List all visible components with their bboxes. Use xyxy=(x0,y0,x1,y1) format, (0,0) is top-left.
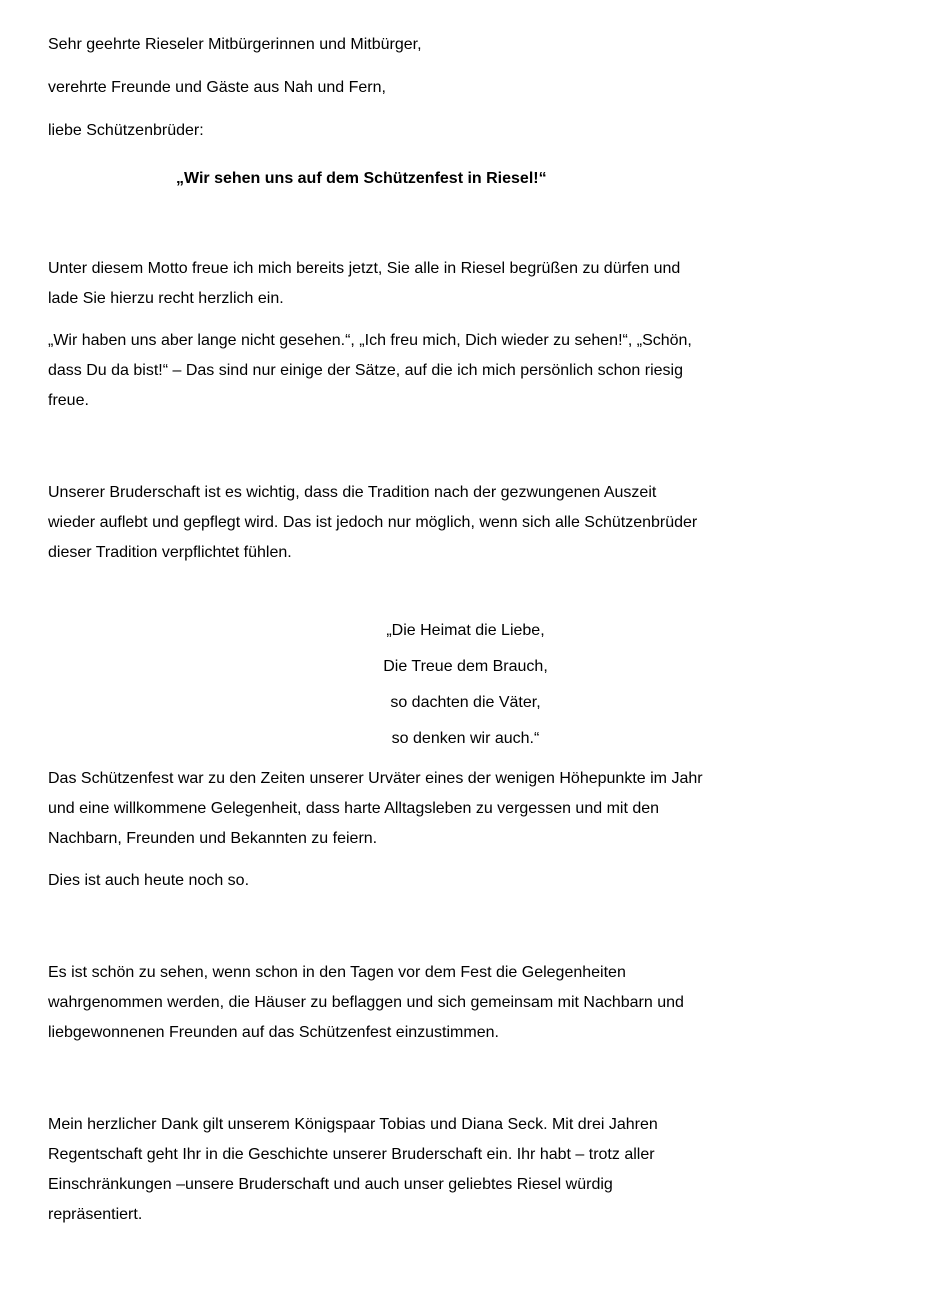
salutation-line: Sehr geehrte Rieseler Mitbürgerinnen und Mitbürger, xyxy=(48,36,422,53)
poem-line: Die Treue dem Brauch, xyxy=(383,658,548,675)
text-line: Es ist schön zu sehen, wenn schon in den Tagen vor dem Fest die Gelegenheiten xyxy=(48,964,626,981)
paragraph-today: Dies ist auch heute noch so. xyxy=(48,872,250,889)
salutation-line: liebe Schützenbrüder: xyxy=(48,122,204,139)
text-line: Einschränkungen –unsere Bruderschaft und auch unser geliebtes Riesel würdig xyxy=(48,1176,613,1193)
text-line: Nachbarn, Freunden und Bekannten zu feiern. xyxy=(48,830,378,847)
text-line: freue. xyxy=(48,392,89,409)
text-line: repräsentiert. xyxy=(48,1206,143,1223)
motto-heading: „Wir sehen uns auf dem Schützenfest in Riesel!“ xyxy=(176,170,547,187)
text-line: liebgewonnenen Freunden auf das Schützenfest einzustimmen. xyxy=(48,1024,499,1041)
text-line: wahrgenommen werden, die Häuser zu beflaggen und sich gemeinsam mit Nachbarn und xyxy=(48,994,684,1011)
salutation-line: verehrte Freunde und Gäste aus Nah und Fern, xyxy=(48,79,386,96)
text-line: wieder auflebt und gepflegt wird. Das ist jedoch nur möglich, wenn sich alle Schützenbrüder xyxy=(48,514,698,531)
poem-line: „Die Heimat die Liebe, xyxy=(386,622,545,639)
text-line: Mein herzlicher Dank gilt unserem Königspaar Tobias und Diana Seck. Mit drei Jahren xyxy=(48,1116,658,1133)
poem-line: so denken wir auch.“ xyxy=(391,730,540,747)
text-line: Unter diesem Motto freue ich mich bereits jetzt, Sie alle in Riesel begrüßen zu dürfen und xyxy=(48,260,681,277)
poem-line: so dachten die Väter, xyxy=(390,694,541,711)
text-line: lade Sie hierzu recht herzlich ein. xyxy=(48,290,284,307)
text-line: „Wir haben uns aber lange nicht gesehen.“, „Ich freu mich, Dich wieder zu sehen!“, „Schön, xyxy=(48,332,692,349)
text-line: Unserer Bruderschaft ist es wichtig, dass die Tradition nach der gezwungenen Auszeit xyxy=(48,484,657,501)
text-line: und eine willkommene Gelegenheit, dass harte Alltagsleben zu vergessen und mit den xyxy=(48,800,660,817)
text-line: dieser Tradition verpflichtet fühlen. xyxy=(48,544,292,561)
text-line: dass Du da bist!“ – Das sind nur einige der Sätze, auf die ich mich persönlich schon riesig xyxy=(48,362,683,379)
text-line: Regentschaft geht Ihr in die Geschichte unserer Bruderschaft ein. Ihr habt – trotz aller xyxy=(48,1146,655,1163)
text-line: Das Schützenfest war zu den Zeiten unserer Urväter eines der wenigen Höhepunkte im Jahr xyxy=(48,770,703,787)
